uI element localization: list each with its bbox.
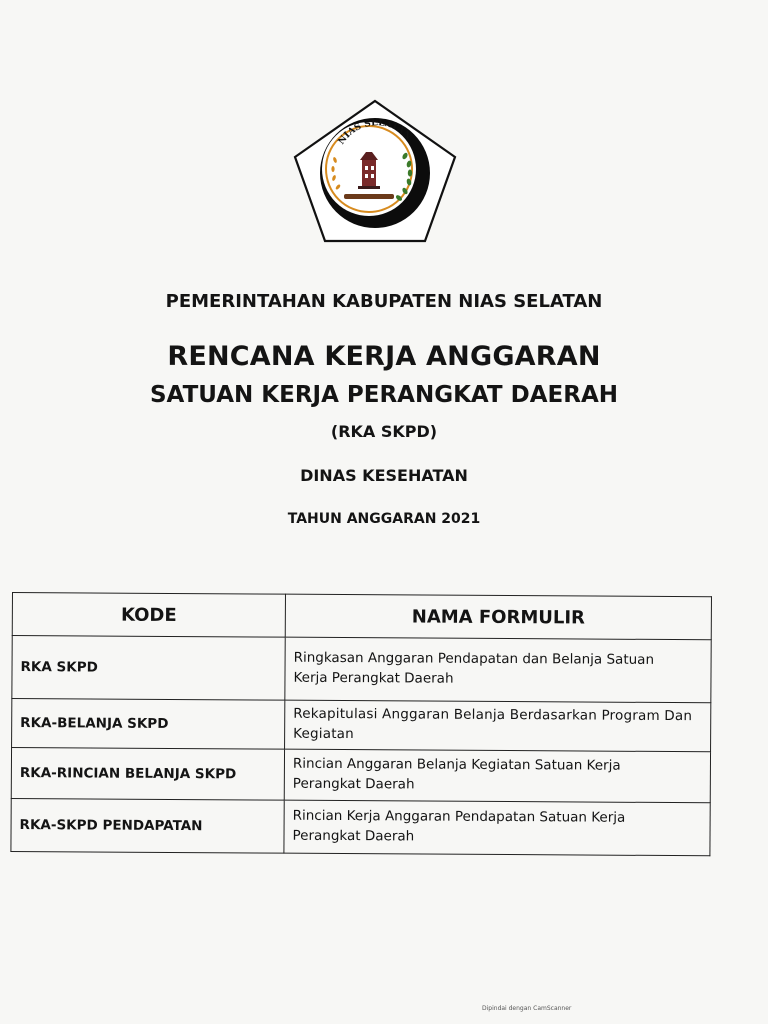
- table-row: [12, 699, 711, 752]
- form-name-line: Rekapitulasi Anggaran Belanja Berdasarkan Program Dan: [293, 705, 693, 725]
- form-code: RKA-BELANJA SKPD: [12, 699, 285, 750]
- scanner-watermark: Dipindai dengan CamScanner: [482, 1005, 572, 1012]
- form-name: [285, 637, 711, 703]
- table-row: [11, 748, 710, 803]
- column-header-form-name: NAMA FORMULIR: [285, 594, 711, 640]
- regency-emblem-logo: [292, 98, 458, 244]
- emblem-ground-band: [344, 194, 394, 199]
- form-name-line: Rincian Anggaran Belanja Kegiatan Satuan Kerja: [292, 755, 621, 774]
- form-name-line: Kegiatan: [293, 725, 354, 743]
- form-code: RKA-SKPD PENDAPATAN: [11, 798, 284, 853]
- form-code: RKA SKPD: [12, 636, 285, 701]
- government-name: PEMERINTAHAN KABUPATEN NIAS SELATAN: [165, 291, 603, 312]
- document-title-line2: SATUAN KERJA PERANGKAT DAERAH: [149, 382, 618, 408]
- form-name-line: Ringkasan Anggaran Pendapatan dan Belanja Satuan: [293, 649, 655, 668]
- form-name-line: Kerja Perangkat Daerah: [293, 669, 454, 687]
- form-name: [285, 700, 711, 752]
- form-name-line: Perangkat Daerah: [292, 827, 415, 845]
- column-header-code: KODE: [12, 593, 285, 638]
- document-title-line1: RENCANA KERJA ANGGARAN: [167, 341, 601, 372]
- form-name: [284, 800, 710, 856]
- form-code: RKA-RINCIAN BELANJA SKPD: [11, 748, 284, 801]
- document-abbreviation: (RKA SKPD): [330, 422, 438, 441]
- form-list-table: [10, 592, 712, 856]
- table-row: [11, 798, 710, 855]
- form-name: [284, 749, 710, 803]
- table-header-row: [12, 593, 711, 640]
- form-name-line: Perangkat Daerah: [292, 775, 415, 793]
- emblem-arc-text: NIAS SELATAN: [336, 118, 414, 147]
- fiscal-year: TAHUN ANGGARAN 2021: [287, 511, 481, 527]
- form-name-line: Rincian Kerja Anggaran Pendapatan Satuan Kerja: [292, 807, 626, 826]
- table-row: [12, 636, 711, 703]
- department-name: DINAS KESEHATAN: [300, 466, 468, 485]
